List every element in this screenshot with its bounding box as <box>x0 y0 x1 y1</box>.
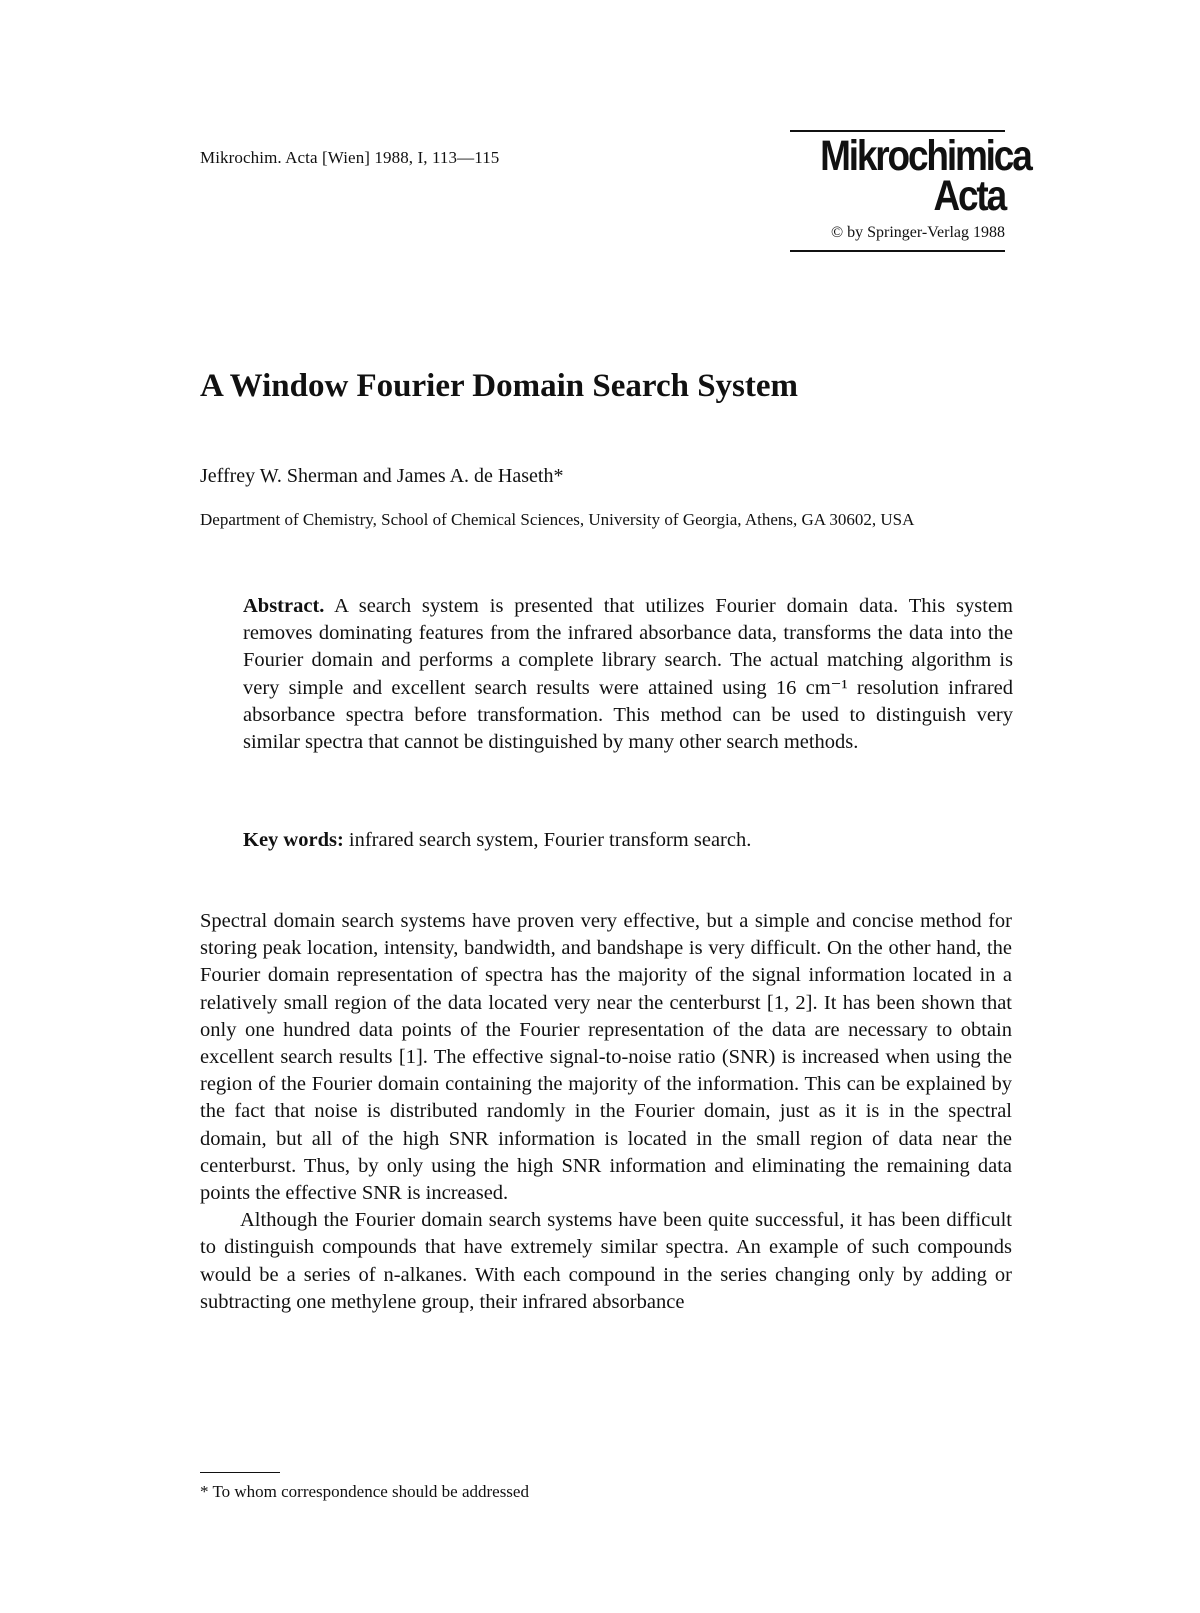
keywords-label: Key words: <box>243 829 344 851</box>
body-paragraph-1: Spectral domain search systems have proven very effective, but a simple and concise method for storing peak location, intensity, bandwidth, and bandshape is very difficult. On the other hand, the Fourier domain representation of spectra has the majority of the signal information located in a relatively small region of the data located very near the centerburst [1, 2]. It has been shown that only one hundred data points of the Fourier representation of the data are necessary to obtain excellent search results [1]. The effective signal-to-noise ratio (SNR) is increased when using the region of the Fourier domain containing the majority of the information. This can be explained by the fact that noise is distributed randomly in the Fourier domain, just as it is in the spectral domain, but all of the high SNR information is located in the small region of data near the centerburst. Thus, by only using the high SNR information and eliminating the remaining data points the effective SNR is increased. <box>200 910 1012 1205</box>
journal-name-line1: Mikrochimica <box>820 132 1031 180</box>
article-title: A Window Fourier Domain Search System <box>200 368 799 404</box>
copyright-notice: © by Springer-Verlag 1988 <box>830 224 1005 241</box>
keywords <box>243 829 1013 852</box>
body-text <box>200 908 1012 1316</box>
footnote: * To whom correspondence should be addressed <box>200 1482 529 1501</box>
abstract-label: Abstract. <box>243 595 325 617</box>
abstract-text: A search system is presented that utilizes Fourier domain data. This system removes dominating features from the infrared absorbance data, transforms the data into the Fourier domain and performs a complete library search. The actual matching algorithm is very simple and excellent search results were attained using 16 cm⁻¹ resolution infrared absorbance spectra before transformation. This method can be used to distinguish very similar spectra that cannot be distinguished by many other search methods. <box>243 595 1014 754</box>
abstract <box>243 593 1013 756</box>
authors: Jeffrey W. Sherman and James A. de Haseth* <box>200 465 564 487</box>
affiliation: Department of Chemistry, School of Chemical Sciences, University of Georgia, Athens, GA 30602, USA <box>200 510 915 529</box>
journal-masthead <box>790 130 1031 252</box>
keywords-text: infrared search system, Fourier transform search. <box>348 829 752 851</box>
journal-name-line2: Acta <box>933 172 1005 220</box>
journal-citation: Mikrochim. Acta [Wien] 1988, I, 113—115 <box>200 148 500 167</box>
footnote-divider <box>200 1472 280 1473</box>
body-paragraph-2: Although the Fourier domain search systems have been quite successful, it has been difficult to distinguish compounds that have extremely similar spectra. An example of such compounds would be a series of n-alkanes. With each compound in the series changing only by adding or subtracting one methylene group, their infrared absorbance <box>200 1209 1012 1313</box>
